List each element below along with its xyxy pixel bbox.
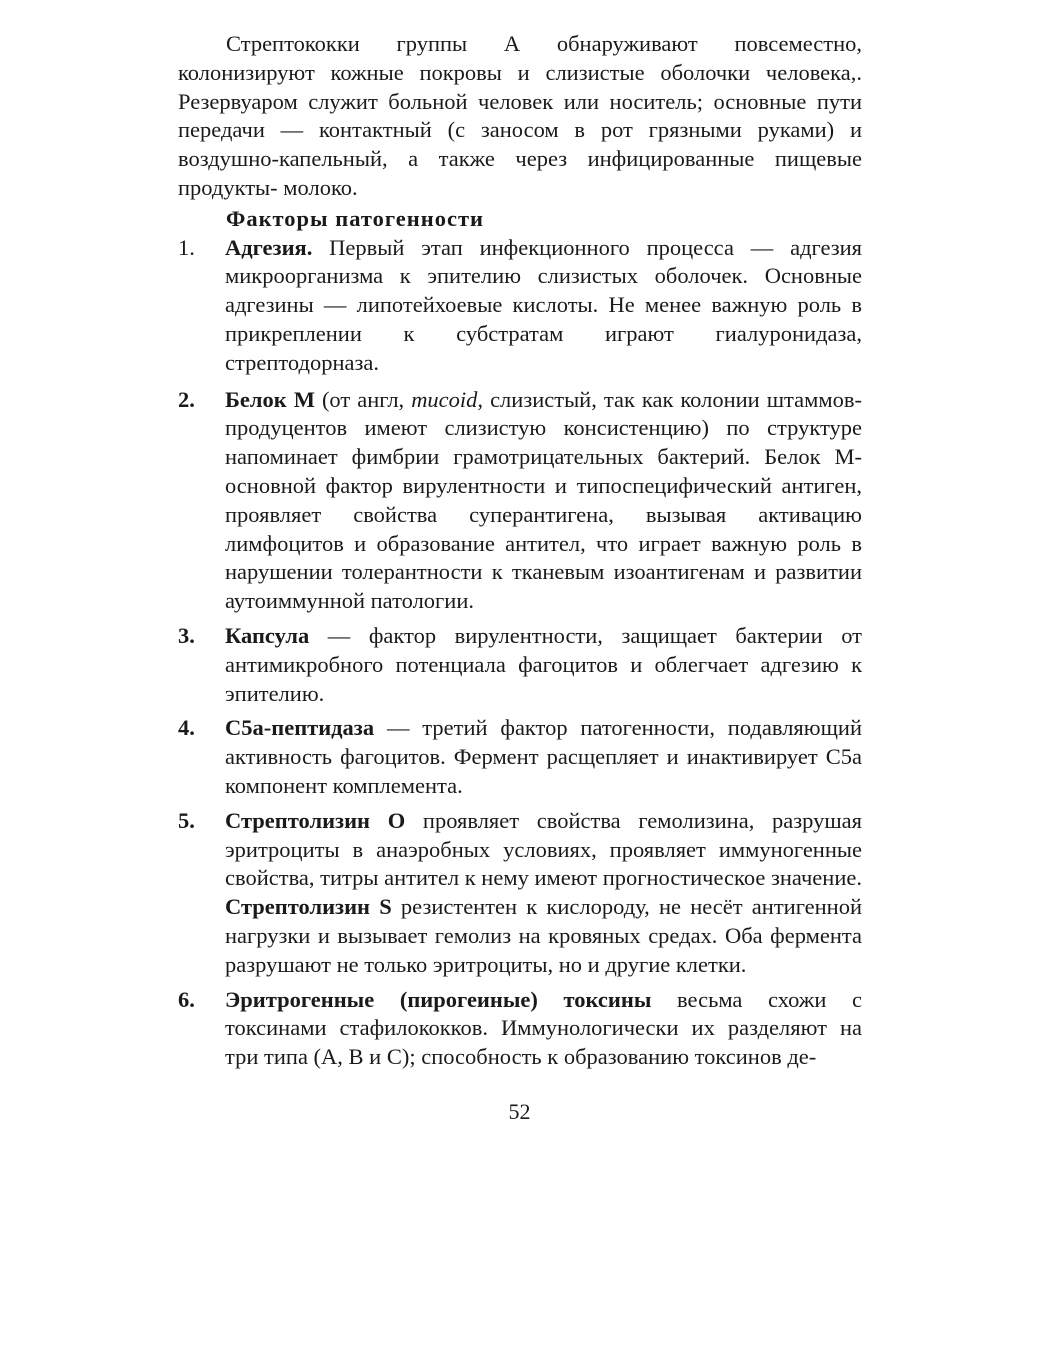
list-item-adhesion bbox=[178, 234, 862, 378]
list-item-erythrogenic-toxins bbox=[178, 986, 862, 1072]
list-item-term: Стрептолизин О bbox=[225, 807, 406, 833]
list-item-text: резистентен к кислороду, не несёт антигенной нагрузки и вызывает гемолиз на кровяных средах. Оба фермента разрушают не только эритроциты, но и другие клетки. bbox=[225, 894, 862, 977]
list-item-term: С5а-пептидаза bbox=[225, 715, 375, 741]
list-item-number: 6. bbox=[178, 986, 195, 1012]
list-item-capsule bbox=[178, 622, 862, 708]
list-item-term-2: Стрептолизин S bbox=[225, 894, 392, 920]
list-item-italic-term: mucoid, bbox=[411, 386, 484, 412]
intro-paragraph: Стрептококки группы А обнаруживают повсеместно, колонизируют кожные покровы и слизистые оболочки человека,. Резервуаром служит больной человек или носитель; основные пути передачи — контактный (с заносом в рот грязными руками) и воздушно-капельный, а также через инфицированные пищевые продукты- молоко. bbox=[178, 31, 862, 200]
list-item-number: 2. bbox=[178, 386, 195, 412]
list-item-text: слизистый, так как колонии штаммов-продуцентов имеют слизистую консистенцию) по структуре напоминает фимбрии грамотрицательных бактерий. Белок М-основной фактор вирулентности и типоспецифический антиген, проявляет свойства суперантигена, вызывая активацию лимфоцитов и образование антител, что играет важную роль в нарушении толерантности к тканевым изоантигенам и развитии аутоиммунной патологии. bbox=[225, 386, 862, 614]
list-item-term: Капсула bbox=[225, 622, 310, 648]
list-item-text: проявляет свойства гемолизина, разрушая эритроциты в анаэробных условиях, проявляет иммуногенные свойства, титры антител к нему имеют прогностическое значение. bbox=[225, 807, 863, 891]
section-heading: Факторы патогенности bbox=[226, 205, 484, 231]
list-item-number: 5. bbox=[178, 807, 195, 833]
list-item-text: — фактор вирулентности, защищает бактерии от антимикробного потенциала фагоцитов и облегчает адгезию к эпителию. bbox=[225, 622, 862, 706]
list-item-text: Первый этап инфекционного процесса — адгезия микроорганизма к эпителию слизистых оболочек. Основные адгезины — липотейхоевые кислоты. Не менее важную роль в прикреплении к субстратам играют гиалуронидаза, стрептодорназа. bbox=[225, 234, 862, 375]
list-item-term: Белок М bbox=[225, 386, 315, 412]
list-item-term: Адгезия. bbox=[225, 234, 313, 260]
list-item-text: весьма схожи с токсинами стафилококков. Иммунологически их разделяют на три типа (А, В и С); способность к образованию токсинов де- bbox=[225, 986, 862, 1070]
list-item-number: 4. bbox=[178, 715, 195, 741]
list-item-text: (от англ, bbox=[314, 386, 412, 412]
list-item-streptolysin bbox=[178, 807, 862, 980]
list-item-protein-m bbox=[178, 386, 862, 616]
list-item-text: — третий фактор патогенности, подавляющий активность фагоцитов. Фермент расщепляет и инактивирует С5а компонент комплемента. bbox=[225, 715, 862, 798]
list-item-term: Эритрогенные (пирогеиные) токсины bbox=[225, 986, 652, 1012]
page-number: 52 bbox=[508, 1099, 531, 1124]
list-item-c5a-peptidase bbox=[178, 714, 862, 800]
list-item-number: 1. bbox=[178, 234, 195, 260]
page-text bbox=[178, 30, 862, 1078]
list-item-number: 3. bbox=[178, 622, 195, 648]
